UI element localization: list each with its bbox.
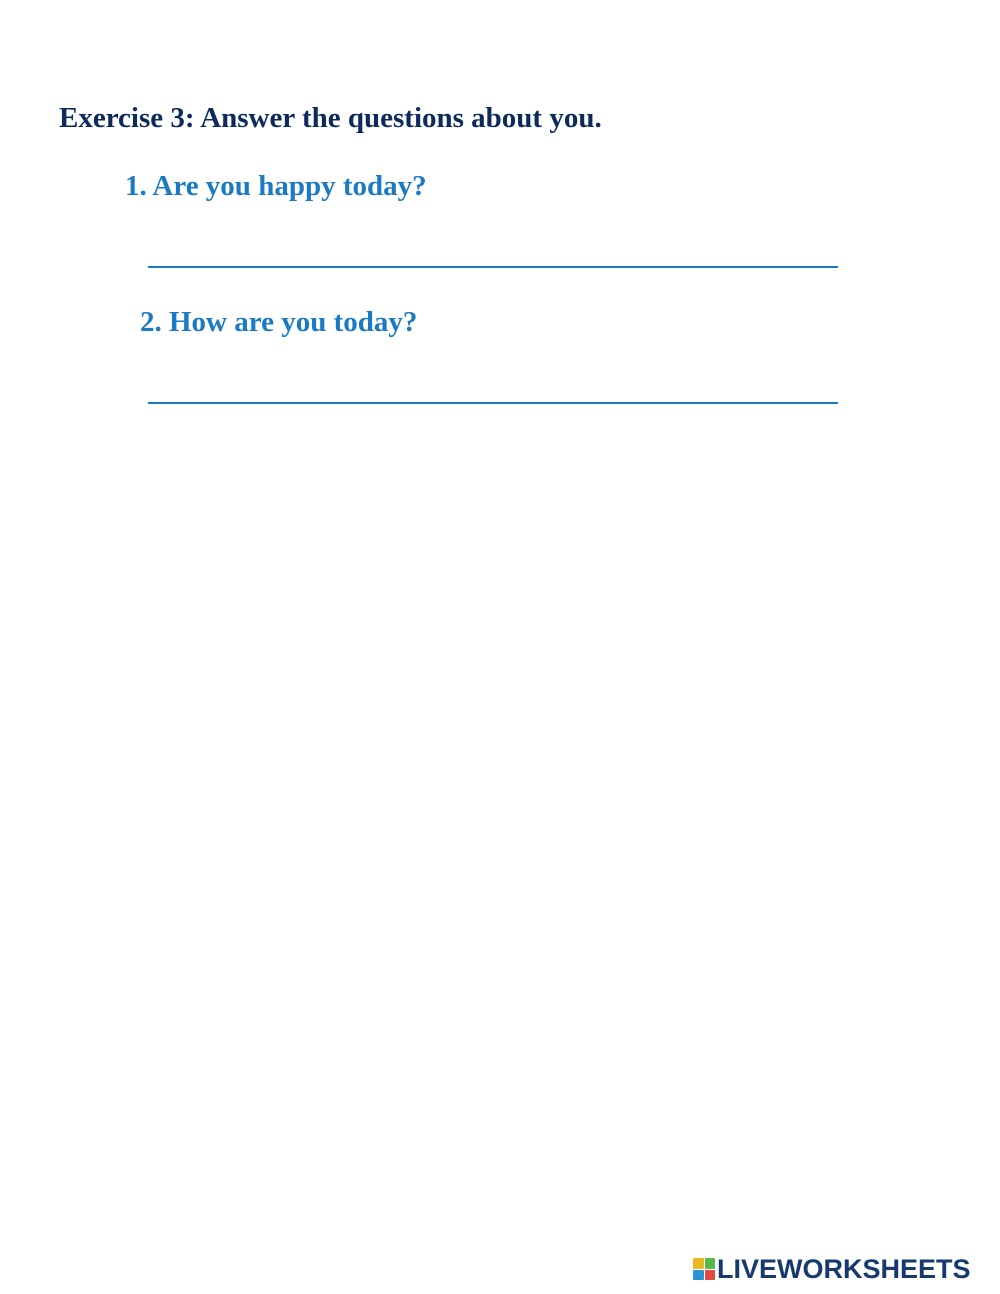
question-1: 1. Are you happy today? xyxy=(125,170,427,202)
question-2: 2. How are you today? xyxy=(140,306,418,338)
mark-square-v xyxy=(693,1270,704,1281)
answer-line-2[interactable] xyxy=(148,402,838,404)
liveworksheets-mark-icon xyxy=(693,1258,715,1280)
mark-square-e xyxy=(705,1270,716,1281)
mark-square-i xyxy=(705,1258,716,1269)
answer-line-1[interactable] xyxy=(148,266,838,268)
exercise-title: Exercise 3: Answer the questions about you. xyxy=(59,102,602,134)
mark-square-l xyxy=(693,1258,704,1269)
liveworksheets-wordmark: LIVEWORKSHEETS xyxy=(717,1254,971,1284)
liveworksheets-logo xyxy=(693,1256,971,1282)
